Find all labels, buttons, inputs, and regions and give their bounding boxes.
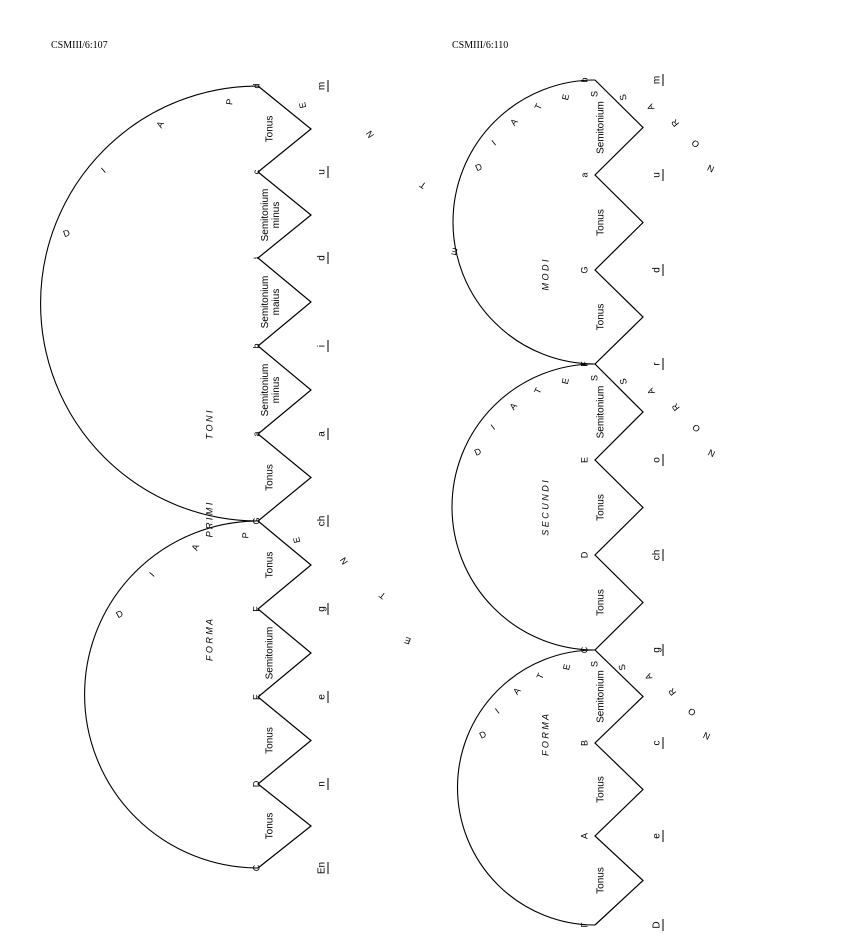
left-arc-letter: N — [338, 555, 350, 567]
left-interval-label: Tonus — [264, 464, 276, 491]
right-syllable: d — [651, 267, 663, 273]
right-arc-letter: S — [589, 660, 600, 668]
left-syllable: En — [316, 861, 328, 875]
left-title-text: T O N I — [204, 410, 215, 440]
right-arc-letter: O — [686, 705, 698, 719]
left-note-letter: E — [251, 693, 262, 701]
right-note-letter: C — [579, 646, 590, 654]
right-syllable: r — [651, 362, 663, 366]
left-interval-label: Tonus — [264, 115, 276, 143]
left-syllable: g — [316, 606, 328, 612]
right-title-text: S E C U N D I — [540, 480, 551, 536]
left-arc-letter: P — [240, 532, 251, 539]
left-note-letter: a — [251, 431, 262, 437]
right-syllable: ch — [651, 549, 663, 561]
right-arc-letter: A — [511, 685, 523, 697]
right-arc-letter: N — [701, 729, 712, 742]
left-arc — [41, 86, 258, 521]
left-title-text: P R I M I — [204, 502, 215, 538]
right-interval-label: Semitonium — [595, 670, 607, 723]
right-syllable: c — [651, 740, 663, 746]
right-note-letter: a — [579, 172, 590, 178]
left-note-letter: G — [251, 517, 262, 525]
right-note-letter: Γ — [579, 922, 590, 928]
right-arc — [458, 650, 595, 928]
right-arc-letter: E — [559, 377, 571, 386]
right-arc-letter: I — [493, 706, 502, 716]
right-arc-letter: A — [645, 386, 657, 397]
left-arc-letter: E — [450, 245, 459, 258]
right-arc-letter: N — [705, 162, 716, 175]
left-interval-label: Tonus — [264, 551, 276, 579]
right-arc-letter: R — [666, 686, 679, 698]
right-syllable: g — [651, 647, 663, 653]
right-note-letter: A — [579, 832, 590, 840]
right-arc-letter: A — [507, 400, 520, 412]
left-interval-label: Semitoniumminus — [259, 188, 282, 242]
right-arc-letter: S — [617, 93, 629, 102]
left-note-letter: C — [251, 864, 262, 872]
left-arc-letter: A — [154, 119, 166, 130]
right-arc-letter: A — [508, 116, 520, 128]
left-note-letter: F — [251, 606, 262, 612]
left-arc-letter: I — [147, 570, 157, 579]
right-interval-label: Semitonium — [595, 101, 607, 154]
left-syllable: m — [316, 81, 328, 91]
right-note-letter: E — [579, 456, 590, 464]
left-syllable: d — [316, 255, 328, 261]
left-title-text: F O R M A — [204, 618, 215, 662]
left-interval-label: Semitonium — [264, 626, 276, 680]
right-arc — [453, 80, 595, 364]
right-arc-letter: I — [489, 137, 498, 148]
right-arc-letter: A — [642, 671, 655, 682]
right-arc-letter: I — [488, 422, 498, 432]
left-syllable: u — [316, 169, 328, 175]
right-arc-letter: E — [560, 93, 572, 102]
left-diagram — [41, 80, 328, 874]
left-arc-letter: A — [189, 542, 202, 552]
right-arc-letter: D — [472, 446, 483, 458]
left-interval-label: Semitoniumminus — [259, 363, 282, 417]
right-note-letter: D — [579, 551, 590, 559]
left-syllable: a — [316, 431, 328, 437]
right-syllable: u — [651, 172, 663, 178]
right-interval-label: Semitonium — [595, 385, 607, 439]
left-interval-label: Semitoniummaius — [259, 275, 282, 329]
right-reference: CSMIII/6:110 — [452, 40, 509, 51]
right-interval-label: Tonus — [595, 494, 607, 521]
right-arc-letter: R — [669, 401, 682, 413]
right-syllable: e — [651, 833, 663, 839]
left-note-letter: c — [251, 169, 262, 175]
right-arc — [452, 364, 595, 650]
left-arc-letter: I — [99, 165, 108, 175]
left-arc-letter: D — [61, 227, 72, 240]
left-note-letter: d — [251, 83, 262, 89]
right-arc-letter: E — [561, 662, 573, 672]
right-interval-label: Tonus — [595, 589, 607, 616]
left-reference: CSMIII/6:107 — [51, 40, 108, 51]
right-syllable: m — [651, 75, 663, 85]
right-arc-letter: O — [689, 137, 702, 150]
right-syllable: D — [651, 921, 663, 929]
left-arc-letter: E — [403, 634, 413, 647]
left-note-letter: b — [251, 343, 262, 349]
right-title-text: M O D I — [540, 259, 551, 291]
right-interval-label: Tonus — [595, 776, 607, 803]
right-note-letter: F — [579, 361, 590, 367]
left-arc-letter: T — [417, 179, 429, 191]
right-note-letter: b — [579, 77, 590, 83]
right-arc-letter: R — [669, 117, 681, 129]
left-note-letter: ♮ — [251, 256, 262, 260]
right-arc-letter: A — [644, 102, 657, 113]
left-syllable: ch — [316, 515, 328, 527]
right-interval-label: Tonus — [595, 867, 607, 894]
right-arc-letter: S — [616, 663, 628, 672]
right-diagram — [452, 74, 663, 931]
right-arc-letter: T — [532, 102, 545, 112]
right-interval-label: Tonus — [595, 209, 607, 236]
right-arc-letter: S — [589, 374, 600, 382]
left-interval-label: Tonus — [264, 812, 276, 840]
left-arc — [85, 521, 258, 868]
left-arc-letter: N — [364, 128, 376, 140]
right-arc-letter: D — [477, 728, 488, 741]
right-arc-letter: N — [706, 447, 717, 459]
right-note-letter: B — [579, 739, 590, 747]
right-arc-letter: D — [473, 161, 484, 174]
right-arc-letter: S — [589, 90, 600, 98]
left-syllable: e — [316, 694, 328, 700]
left-interval-label: Tonus — [264, 727, 276, 754]
left-arc-letter: D — [114, 608, 125, 621]
right-note-letter: G — [579, 266, 590, 274]
right-syllable: o — [651, 457, 663, 463]
left-syllable: n — [316, 781, 328, 787]
right-arc-letter: O — [690, 421, 703, 435]
right-interval-label: Tonus — [595, 303, 607, 331]
right-arc-letter: T — [534, 671, 546, 681]
right-arc-letter: S — [617, 377, 629, 386]
left-note-letter: D — [251, 780, 262, 788]
right-arc-letter: T — [532, 386, 544, 396]
left-syllable: i — [316, 344, 328, 348]
right-title-text: F O R M A — [540, 713, 551, 757]
left-arc-letter: E — [291, 535, 303, 545]
left-arc-letter: P — [224, 98, 235, 106]
left-arc-letter: T — [377, 589, 388, 602]
left-arc-letter: E — [297, 101, 309, 110]
